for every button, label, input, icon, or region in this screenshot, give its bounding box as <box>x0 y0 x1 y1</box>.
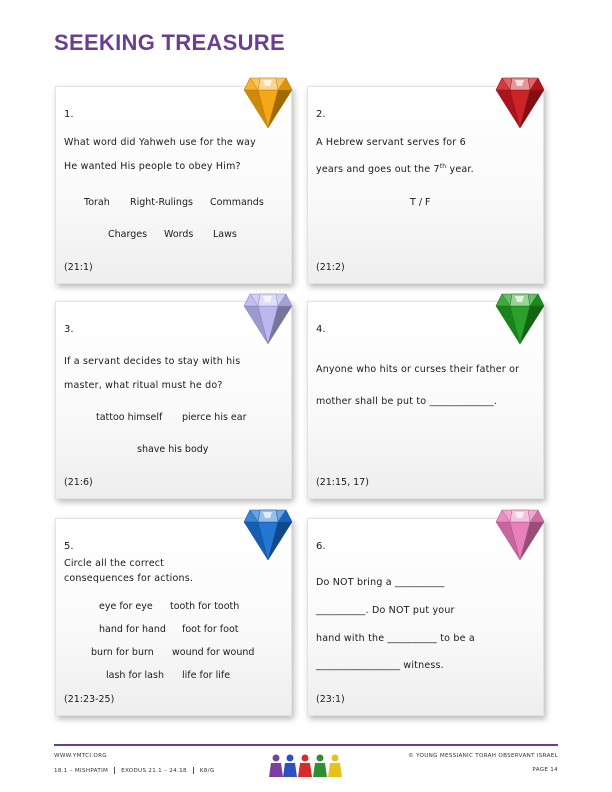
answer-option[interactable]: Torah <box>84 197 110 208</box>
page-number: PAGE 14 <box>532 767 558 773</box>
answer-option[interactable]: shave his body <box>137 444 209 455</box>
footer-series: 18.1 – MISHPATIM <box>54 768 109 774</box>
question-text-line-1: If a servant decides to stay with his <box>64 356 241 367</box>
question-text-line-4: _________________ witness. <box>316 660 444 671</box>
footer-divider <box>54 744 558 746</box>
footer-grades: K8/G <box>199 768 215 774</box>
question-text-line-2: He wanted His people to obey Him? <box>64 161 241 172</box>
question-text-line-1: Do NOT bring a __________ <box>316 577 445 588</box>
red-gem-icon <box>488 72 552 132</box>
answer-option[interactable]: pierce his ear <box>182 412 247 423</box>
question-number: 4. <box>316 324 326 335</box>
scripture-reference: (21:2) <box>316 262 345 273</box>
question-text-line-2: mother shall be put to _____________. <box>316 396 498 407</box>
answer-option[interactable]: lash for lash <box>106 670 164 681</box>
lavender-gem-icon <box>236 288 300 348</box>
question-text-line-2: master, what ritual must he do? <box>64 380 223 391</box>
orange-gem-icon <box>236 72 300 132</box>
scripture-reference: (21:1) <box>64 262 93 273</box>
footer-copyright: © YOUNG MESSIANIC TORAH OBSERVANT ISRAEL <box>408 753 558 759</box>
answer-option[interactable]: Charges <box>108 229 148 240</box>
footer-scripture: EXODUS 21.1 – 24.18 <box>121 768 187 774</box>
answer-option[interactable]: Laws <box>213 229 237 240</box>
page-title: SEEKING TREASURE <box>54 30 285 55</box>
question-text-line-1: What word did Yahweh use for the way <box>64 137 257 148</box>
answer-option[interactable]: eye for eye <box>99 601 153 612</box>
footer-lesson-info <box>54 767 214 774</box>
question-text-line-2: consequences for actions. <box>64 573 194 584</box>
scripture-reference: (21:15, 17) <box>316 477 369 488</box>
answer-option[interactable]: Right-Rulings <box>130 197 193 208</box>
question-number: 2. <box>316 109 326 120</box>
answer-option[interactable]: tattoo himself <box>96 412 163 423</box>
answer-option[interactable]: foot for foot <box>182 624 239 635</box>
answer-option[interactable]: hand for hand <box>99 624 166 635</box>
answer-option[interactable]: wound for wound <box>172 647 255 658</box>
children-logo-icon <box>268 752 348 780</box>
question-number: 5. <box>64 541 74 552</box>
question-text-line-2: __________. Do NOT put your <box>316 605 455 616</box>
question-text-line-3: hand with the __________ to be a <box>316 633 475 644</box>
scripture-reference: (23:1) <box>316 694 345 705</box>
scripture-reference: (21:23-25) <box>64 694 115 705</box>
question-text-line-1: A Hebrew servant serves for 6 <box>316 137 466 148</box>
pink-gem-icon <box>488 504 552 564</box>
answer-option[interactable]: tooth for tooth <box>170 601 240 612</box>
question-number: 1. <box>64 109 74 120</box>
scripture-reference: (21:6) <box>64 477 93 488</box>
answer-option[interactable]: burn for burn <box>91 647 154 658</box>
answer-option[interactable]: Commands <box>210 197 264 208</box>
true-false-answer[interactable]: T / F <box>410 197 431 208</box>
green-gem-icon <box>488 288 552 348</box>
question-number: 3. <box>64 324 74 335</box>
footer-website-link[interactable]: WWW.YMTCI.ORG <box>54 753 107 759</box>
blue-gem-icon <box>236 504 300 564</box>
question-text-line-2: years and goes out the 7th year. <box>316 163 474 176</box>
answer-option[interactable]: Words <box>164 229 194 240</box>
question-number: 6. <box>316 541 326 552</box>
question-text-line-1: Circle all the correct <box>64 558 165 569</box>
answer-option[interactable]: life for life <box>182 670 231 681</box>
question-text-line-1: Anyone who hits or curses their father or <box>316 364 520 375</box>
superscript: th <box>439 163 447 170</box>
